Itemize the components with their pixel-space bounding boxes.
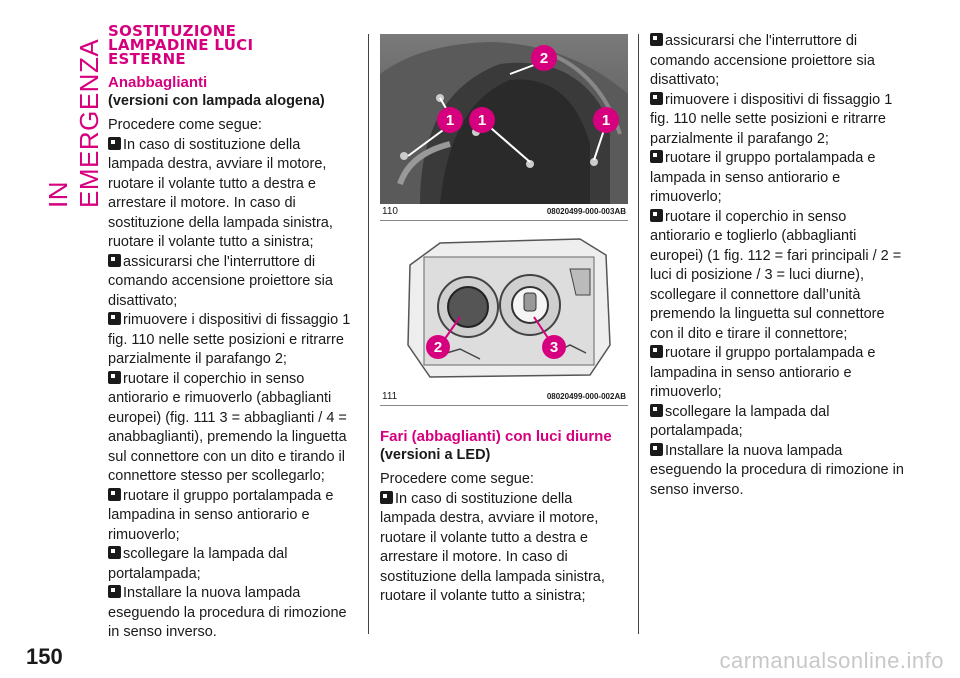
headlamp-illustration <box>380 225 628 389</box>
step-text: ruotare il coperchio in senso antiorario e rimuoverlo (abbaglianti europei) (fig. 111 3 = abbaglianti / 4 = anabbaglianti), premendo la linguetta sul connettore con un dito e tirando il connettore stesso per scollegarlo; <box>108 370 347 484</box>
step-text: ruotare il gruppo portalampada e lampada in senso antiorario e rimuoverlo; <box>650 150 876 205</box>
figure-caption <box>380 391 628 402</box>
step-bullet-icon <box>650 33 663 46</box>
step-bullet-icon <box>650 150 663 163</box>
step-item <box>380 490 628 607</box>
section-side-tab <box>43 18 104 208</box>
step-bullet-icon <box>108 546 121 559</box>
subsection-title: Fari (abbaglianti) con luci diurne <box>380 428 612 445</box>
side-tab-label: IN EMERGENZA <box>43 38 104 208</box>
figure-code: 08020499-000-002AB <box>546 392 626 401</box>
step-bullet-icon <box>108 312 121 325</box>
figure-rule <box>380 405 628 406</box>
step-item <box>650 208 905 345</box>
wheel-arch-photo <box>380 34 628 204</box>
step-text: Installare la nuova lampada eseguendo la procedura di rimozione in senso inverso. <box>108 585 347 640</box>
callout-label: 2 <box>539 50 549 67</box>
column-divider <box>638 34 639 634</box>
figure-111 <box>380 225 628 406</box>
step-item <box>108 370 356 487</box>
step-item <box>650 149 905 208</box>
figure-number: 111 <box>382 391 398 402</box>
step-item <box>650 344 905 403</box>
step-item <box>650 442 905 501</box>
callout-label: 1 <box>445 112 455 129</box>
figure-110 <box>380 34 628 221</box>
step-bullet-icon <box>108 585 121 598</box>
step-bullet-icon <box>650 345 663 358</box>
step-bullet-icon <box>108 254 121 267</box>
step-text: In caso di sostituzione della lampada destra, avviare il motore, ruotare il volante tutto a destra e arrestare il motore. In caso di sostituzione della lampada sinistra, ruotare il volante tutto a sinistra; <box>380 490 605 604</box>
figure-rule <box>380 220 628 221</box>
figure-caption <box>380 206 628 217</box>
callout-label: 1 <box>601 112 611 129</box>
step-item <box>650 32 905 91</box>
callout-label: 2 <box>433 339 443 356</box>
step-text: ruotare il gruppo portalampada e lampadina in senso antiorario e rimuoverlo; <box>108 487 334 543</box>
step-item <box>108 487 356 546</box>
page-number: 150 <box>26 644 63 669</box>
step-text: ruotare il gruppo portalampada e lampadina in senso antiorario e rimuoverlo; <box>650 345 876 400</box>
step-text: assicurarsi che l'interruttore di comando accensione proiettore sia disattivato; <box>650 33 875 88</box>
figure-code: 08020499-000-003AB <box>546 207 626 216</box>
step-bullet-icon <box>380 491 393 504</box>
watermark: carmanualsonline.info <box>719 648 944 673</box>
intro-text: Procedere come segue: <box>380 471 534 487</box>
column-2 <box>380 24 628 607</box>
step-bullet-icon <box>650 404 663 417</box>
step-item <box>108 253 356 312</box>
column-3 <box>650 32 905 500</box>
step-bullet-icon <box>108 137 121 150</box>
step-text: In caso di sostituzione della lampada destra, avviare il motore, ruotare il volante tutto a destra e arrestare il motore. In caso di sostituzione della lampada sinistra, ruotare il volante tutto a sinistra; <box>108 136 333 250</box>
column-1 <box>108 24 356 643</box>
step-item <box>650 91 905 150</box>
step-text: scollegare la lampada dal portalampada; <box>108 546 288 582</box>
step-bullet-icon <box>108 371 121 384</box>
step-bullet-icon <box>650 443 663 456</box>
subsection-note: (versioni con lampada alogena) <box>108 93 325 109</box>
step-text: rimuovere i dispositivi di fissaggio 1 fig. 110 nelle sette posizioni e ritrarre parzialmente il parafango 2; <box>108 312 351 367</box>
step-text: scollegare la lampada dal portalampada; <box>650 403 830 439</box>
callout-label: 3 <box>549 339 559 356</box>
step-text: assicurarsi che l'interruttore di comando accensione proiettore sia disattivato; <box>108 253 333 309</box>
step-bullet-icon <box>108 488 121 501</box>
step-bullet-icon <box>650 92 663 105</box>
step-item <box>650 403 905 442</box>
subsection-note: (versioni a LED) <box>380 447 491 463</box>
step-text: rimuovere i dispositivi di fissaggio 1 fig. 110 nelle sette posizioni e ritrarre parzialmente il parafango 2; <box>650 91 893 147</box>
step-item <box>108 136 356 253</box>
step-text: Installare la nuova lampada eseguendo la procedura di rimozione in senso inverso. <box>650 442 904 498</box>
callout-label: 1 <box>477 112 487 129</box>
step-text: ruotare il coperchio in senso antiorario e toglierlo (abbaglianti europei) (1 fig. 112 = fari principali / 2 = luci di posizione / 3 = luci diurne), scollegare il connettore dall’unità premendo la linguetta sul connettore con il dito e tirare il connettore; <box>650 208 902 342</box>
subsection-title: Anabbaglianti <box>108 74 208 91</box>
intro-text: Procedere come segue: <box>108 117 262 133</box>
step-item <box>108 311 356 370</box>
step-item <box>108 584 356 643</box>
step-bullet-icon <box>650 209 663 222</box>
column-divider <box>368 34 369 634</box>
section-title: SOSTITUZIONE LAMPADINE LUCI ESTERNE <box>108 22 254 68</box>
step-item <box>108 545 356 584</box>
figure-number: 110 <box>382 206 398 217</box>
